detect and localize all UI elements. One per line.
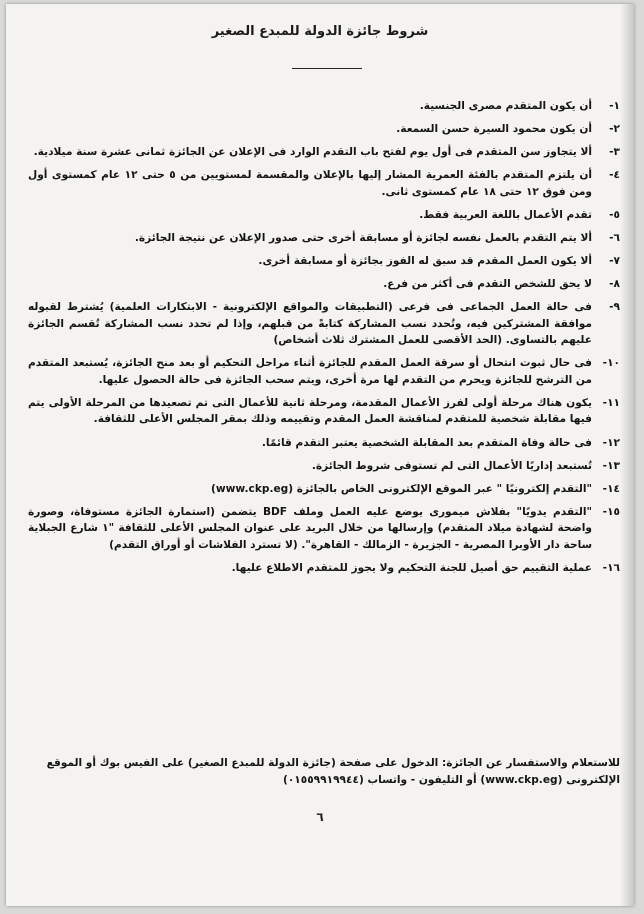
- condition-item: [28, 395, 620, 428]
- page-edge-shadow: [620, 4, 634, 906]
- condition-item: [28, 355, 620, 388]
- condition-item: [28, 504, 620, 554]
- condition-number: ١-: [609, 100, 620, 112]
- condition-text: أن يلتزم المتقدم بالفئة العمرية المشار إليها بالإعلان والمقسمة لمستويين من ٥ حتى ١٢ عام كمستوى أول ومن فوق ١٢ حتى ١٨ عام كمستوى ثانى.: [28, 169, 592, 198]
- condition-text: فى حال ثبوت انتحال أو سرقة العمل المقدم للجائزة أثناء مراحل التحكيم أو بعد منح الجائزة، يُستبعد المتقدم من الترشح للجائزة ويحرم من التقدم لها مرة أخرى، ويتم سحب الجائزة فى حالة الحصول عليها.: [28, 357, 592, 386]
- condition-text: لا يحق للشخص التقدم فى أكثر من فرع.: [383, 278, 592, 291]
- page-title: شروط جائزة الدولة للمبدع الصغير: [211, 24, 429, 39]
- condition-item: [28, 98, 620, 115]
- condition-number: ٣-: [609, 146, 620, 159]
- condition-number: ١٢-: [602, 436, 620, 449]
- condition-number: ٨-: [609, 278, 620, 291]
- condition-number: ٤-: [609, 169, 620, 182]
- condition-text: "التقدم إلكترونيًا " عبر الموقع الإلكترونى الخاص بالجائزة (www.ckp.eg): [210, 482, 592, 495]
- condition-text: "التقدم يدويًا" بفلاش ميمورى يوضع عليه العمل وملف BDF يتضمن (استمارة الجائزة مستوفاة، وصورة واضحة لشهادة ميلاد المتقدم) وإرسالها من خلال البريد على عنوان المجلس الأعلى للثقافة "١ شارع الجبلاية ساحة دار الأوبرا المصرية - الجزيرة - الزمالك - القاهرة". (لا تسترد الفلاشات أو أوراق التقدم): [28, 505, 592, 551]
- condition-number: ٧-: [609, 255, 620, 268]
- condition-number: ١٣-: [602, 459, 620, 472]
- condition-text: فى حالة وفاة المتقدم بعد المقابلة الشخصية يعتبر التقدم قائمًا.: [261, 436, 592, 449]
- condition-text: تقدم الأعمال باللغة العربية فقط.: [419, 208, 592, 221]
- condition-text: أن يكون محمود السيرة حسن السمعة.: [396, 123, 592, 136]
- condition-item: [28, 458, 620, 475]
- condition-number: ١١-: [602, 396, 620, 409]
- condition-item: [28, 299, 620, 349]
- condition-item: [28, 207, 620, 224]
- condition-item: [28, 276, 620, 293]
- condition-number: ٢-: [609, 123, 620, 136]
- condition-text: أن يكون المتقدم مصرى الجنسية.: [419, 100, 592, 112]
- condition-number: ١٦-: [602, 561, 620, 574]
- condition-text: يكون هناك مرحلة أولى لفرز الأعمال المقدمة، ومرحلة ثانية للأعمال التى تم تصعيدها من المرحلة الأولى يتم فيها مقابلة شخصية للمتقدم لمناقشة العمل المقدم وتقييمه وذلك بمقر المجلس الأعلى للثقافة.: [28, 396, 592, 426]
- condition-number: ٥-: [609, 208, 620, 221]
- title-underline: [292, 68, 362, 69]
- condition-number: ١٥-: [602, 505, 620, 518]
- condition-text: ألا يتجاوز سن المتقدم فى أول يوم لفتح باب التقدم الوارد فى الإعلان عن الجائزة ثمانى عشرة سنة ميلادية.: [33, 146, 592, 159]
- condition-item: [28, 167, 620, 200]
- condition-item: [28, 121, 620, 138]
- condition-text: ألا يتم التقدم بالعمل نفسه لجائزة أو مسابقة أخرى حتى صدور الإعلان عن نتيجة الجائزة.: [134, 231, 592, 244]
- condition-item: [28, 144, 620, 161]
- condition-text: عملية التقييم حق أصيل للجنة التحكيم ولا يجوز للمتقدم الاطلاع عليها.: [231, 561, 592, 574]
- condition-number: ٩-: [609, 301, 620, 314]
- condition-item: [28, 435, 620, 452]
- contact-paragraph: للاستعلام والاستفسار عن الجائزة: الدخول على صفحة (جائزة الدولة للمبدع الصغير) على الفيس بوك أو الموقع الإلكترونى (www.ckp.eg) أو التليفون - واتساب (٠١٥٥٩٩١٩٩٤٤): [46, 757, 620, 786]
- condition-item: [28, 230, 620, 247]
- condition-item: [28, 253, 620, 270]
- page-number: ٦: [316, 810, 324, 824]
- condition-item: [28, 481, 620, 498]
- condition-text: فى حالة العمل الجماعى فى فرعى (التطبيقات والمواقع الإلكترونية - الابتكارات العلمية) يُشترط لقبوله موافقة المشتركين فيه، وتُحدد نسب المشاركة كتابةً من قبلهم، وإذا لم تحدد نسب المشاركة تُقسم الجائزة عليهم بالتساوى. (الحد الأقصى للعمل المشترك ثلاث أشخاص): [28, 301, 592, 347]
- condition-text: تُستبعد إداريًا الأعمال التى لم تستوفى شروط الجائزة.: [311, 459, 592, 472]
- condition-number: ١٠-: [602, 357, 620, 370]
- condition-item: [28, 560, 620, 577]
- document-page: [6, 4, 634, 906]
- conditions-list: [28, 98, 620, 583]
- condition-number: ١٤-: [602, 482, 620, 495]
- condition-number: ٦-: [609, 231, 620, 244]
- condition-text: ألا يكون العمل المقدم قد سبق له الفوز بجائزة أو مسابقة أخرى.: [258, 255, 592, 268]
